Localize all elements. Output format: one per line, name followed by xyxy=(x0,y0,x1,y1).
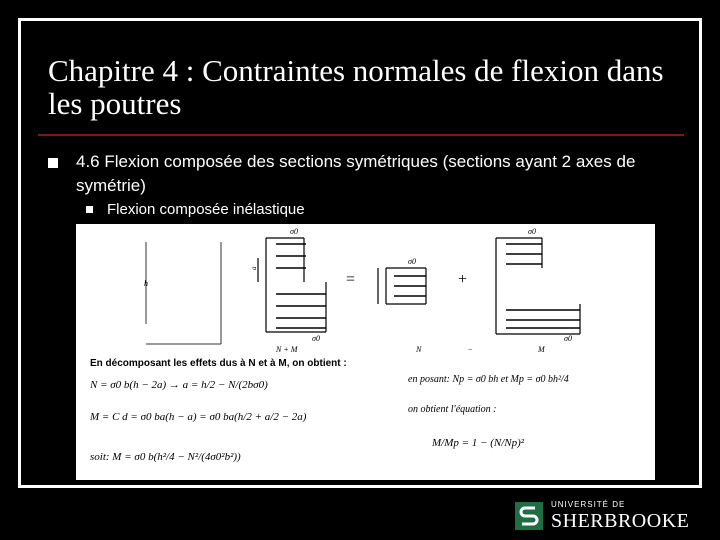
diagram-moment-label: M xyxy=(538,345,545,354)
sigma0-label: σ0 xyxy=(290,227,298,236)
moment-sigma0-label: σ0 xyxy=(528,227,536,236)
height-label: a xyxy=(250,266,258,270)
equation-axial-force: N = σ0 b(h − 2a) → a = h/2 − N/(2bσ0) xyxy=(90,379,268,391)
sherbrooke-shield-icon xyxy=(515,502,543,530)
combined-stress-arrows xyxy=(276,244,326,328)
stress-diagram-figure xyxy=(76,224,655,480)
derivation-heading: En décomposant les effets dus à N et à M, on obtient : xyxy=(90,358,347,369)
logo-university-text: UNIVERSITÉ DE xyxy=(551,500,626,509)
equation-plastic-values: en posant: Np = σ0 bh et Mp = σ0 bh²/4 xyxy=(408,374,569,385)
diagram-combined-label: N + M xyxy=(276,345,298,354)
equals-sign: = xyxy=(346,271,356,288)
diagram-axial-label: N xyxy=(416,345,422,354)
equation-moment-result: soit: M = σ0 b(h²/4 − N²/(4σ0²b²)) xyxy=(90,451,241,463)
sigma0-label-bottom: σ0 xyxy=(312,334,320,343)
cross-section-label: h xyxy=(144,279,148,288)
sub-bullet-square-icon xyxy=(86,206,93,213)
bullet-square-icon xyxy=(48,158,58,168)
equation-moment: M = C d = σ0 ba(h − a) = σ0 ba(h/2 + a/2 − 2a) xyxy=(90,411,307,423)
slide-title: Chapitre 4 : Contraintes normales de flexion dans les poutres xyxy=(48,53,664,121)
interaction-equation: M/Mp = 1 − (N/Np)² xyxy=(432,437,525,449)
cross-section-diagram xyxy=(146,242,221,344)
title-divider xyxy=(38,134,684,136)
equation-intro: on obtient l'équation : xyxy=(408,404,497,415)
logo-name-text: SHERBROOKE xyxy=(551,510,690,532)
plus-sign: + xyxy=(458,271,468,288)
minus-sign: − xyxy=(468,345,473,354)
university-logo xyxy=(515,500,715,536)
sub-bullet-text: Flexion composée inélastique xyxy=(107,201,305,218)
bullet-text: 4.6 Flexion composée des sections symétriques (sections ayant 2 axes de symétrie) xyxy=(76,152,636,195)
moment-sigma0-label-bottom: σ0 xyxy=(564,334,572,343)
axial-sigma0-label: σ0 xyxy=(408,257,416,266)
